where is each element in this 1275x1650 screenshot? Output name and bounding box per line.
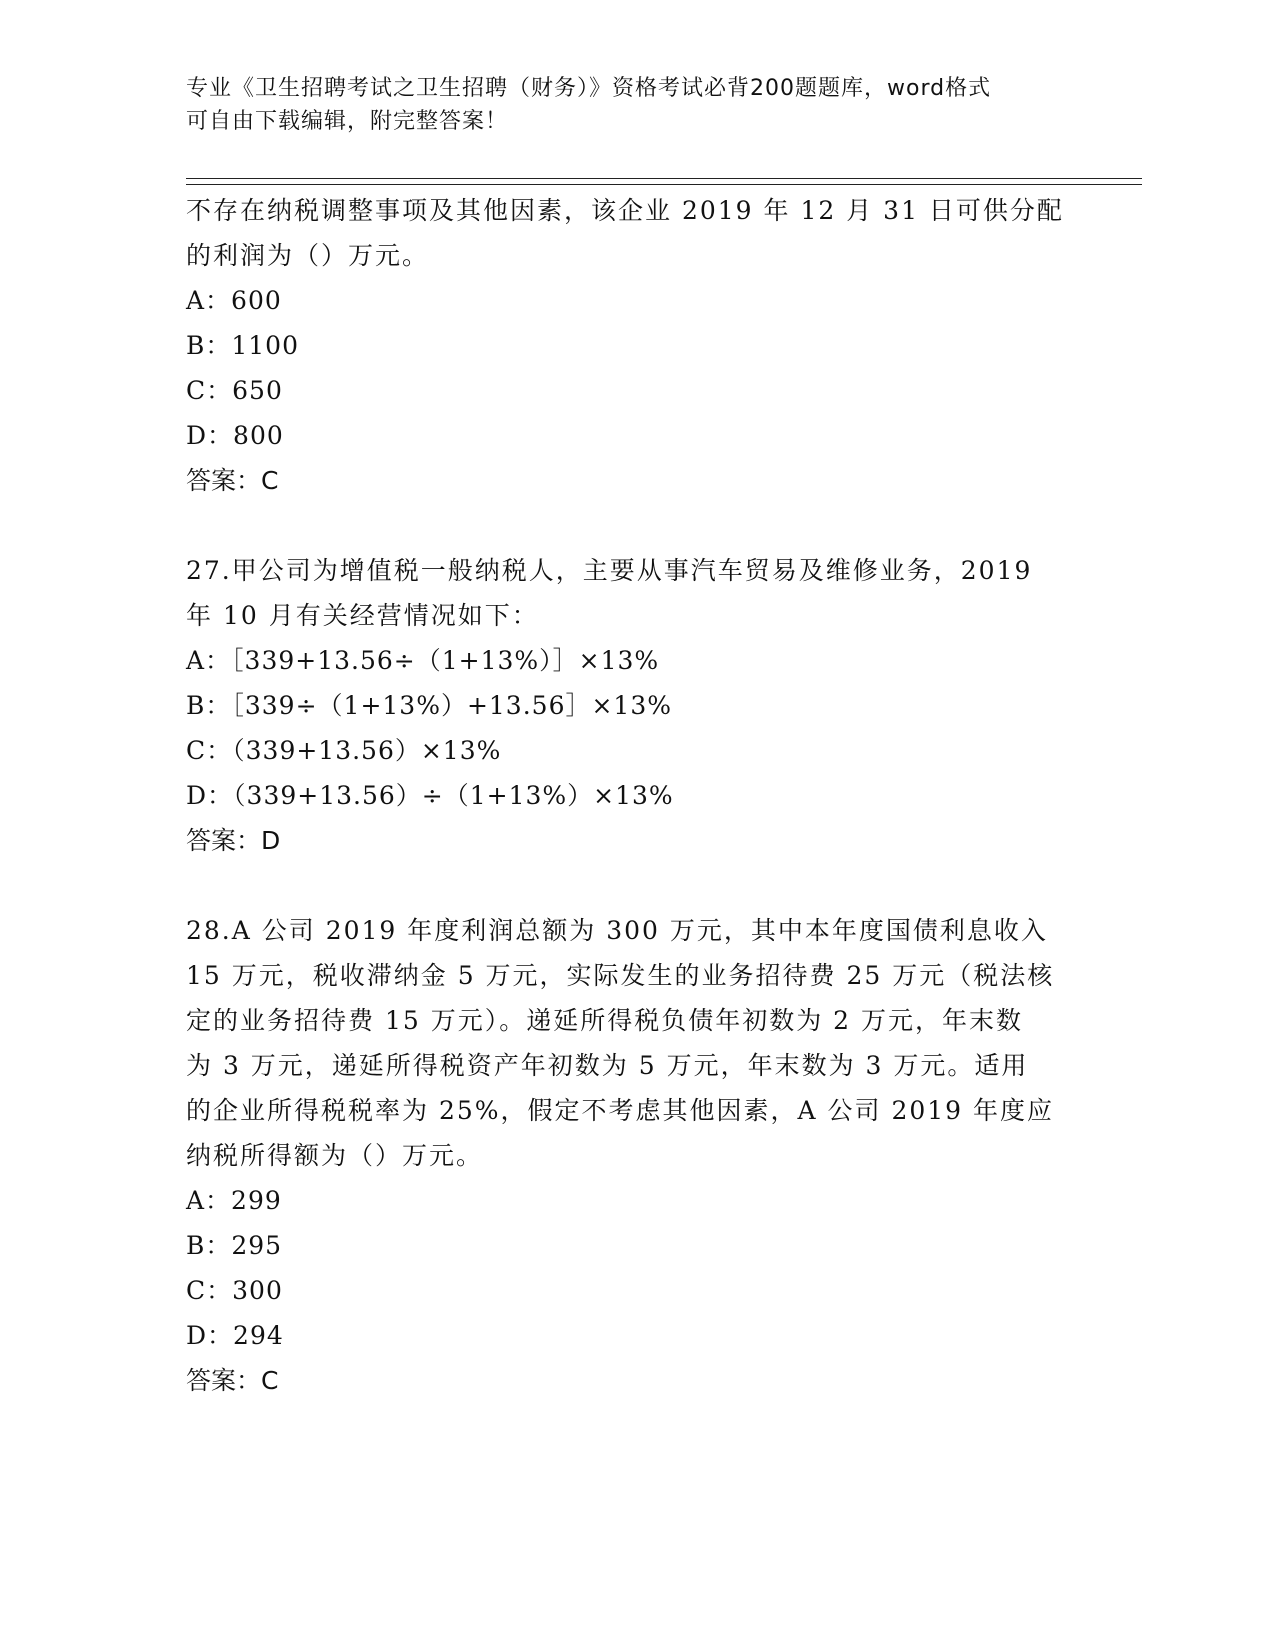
option-b: B：295 bbox=[186, 1231, 283, 1260]
question-stem-line: 27.甲公司为增值税一般纳税人，主要从事汽车贸易及维修业务，2019 bbox=[186, 556, 1033, 585]
option-a: A：299 bbox=[186, 1186, 282, 1215]
question-stem-line: 不存在纳税调整事项及其他因素，该企业 2019 年 12 月 31 日可供分配 bbox=[186, 196, 1064, 225]
document-header bbox=[186, 72, 1076, 138]
option-d: D：800 bbox=[186, 421, 284, 450]
option-c: C：650 bbox=[186, 376, 283, 405]
question-stem-line: 28.A 公司 2019 年度利润总额为 300 万元，其中本年度国债利息收入 bbox=[186, 916, 1048, 945]
header-line-1: 专业《卫生招聘考试之卫生招聘（财务）》资格考试必背200题题库，word格式 bbox=[186, 76, 992, 101]
header-line-2: 可自由下载编辑，附完整答案！ bbox=[186, 109, 509, 134]
option-a: A：［339+13.56÷（1+13%）］×13% bbox=[186, 646, 660, 675]
answer: 答案：C bbox=[186, 1366, 279, 1395]
answer: 答案：C bbox=[186, 466, 279, 495]
answer: 答案：D bbox=[186, 826, 281, 855]
question-stem-line: 纳税所得额为（）万元。 bbox=[186, 1141, 484, 1170]
question-27 bbox=[186, 548, 1086, 863]
option-d: D：（339+13.56）÷（1+13%）×13% bbox=[186, 781, 674, 810]
option-d: D：294 bbox=[186, 1321, 284, 1350]
question-26 bbox=[186, 188, 1086, 503]
question-stem-line: 为 3 万元，递延所得税资产年初数为 5 万元，年末数为 3 万元。适用 bbox=[186, 1051, 1029, 1080]
question-stem-line: 15 万元，税收滞纳金 5 万元，实际发生的业务招待费 25 万元（税法核 bbox=[186, 961, 1055, 990]
option-c: C：300 bbox=[186, 1276, 283, 1305]
header-divider-bottom bbox=[186, 184, 1142, 185]
option-b: B：1100 bbox=[186, 331, 299, 360]
question-stem-line: 的利润为（）万元。 bbox=[186, 241, 430, 270]
question-28 bbox=[186, 908, 1086, 1403]
spacer bbox=[186, 863, 1086, 908]
document-body bbox=[186, 188, 1086, 1403]
question-stem-line: 的企业所得税税率为 25%，假定不考虑其他因素，A 公司 2019 年度应 bbox=[186, 1096, 1055, 1125]
question-stem-line: 定的业务招待费 15 万元）。递延所得税负债年初数为 2 万元，年末数 bbox=[186, 1006, 1024, 1035]
option-c: C：（339+13.56）×13% bbox=[186, 736, 502, 765]
question-stem-line: 年 10 月有关经营情况如下： bbox=[186, 601, 539, 630]
option-a: A：600 bbox=[186, 286, 282, 315]
spacer bbox=[186, 503, 1086, 548]
option-b: B：［339÷（1+13%）+13.56］×13% bbox=[186, 691, 672, 720]
header-divider-top bbox=[186, 178, 1142, 179]
